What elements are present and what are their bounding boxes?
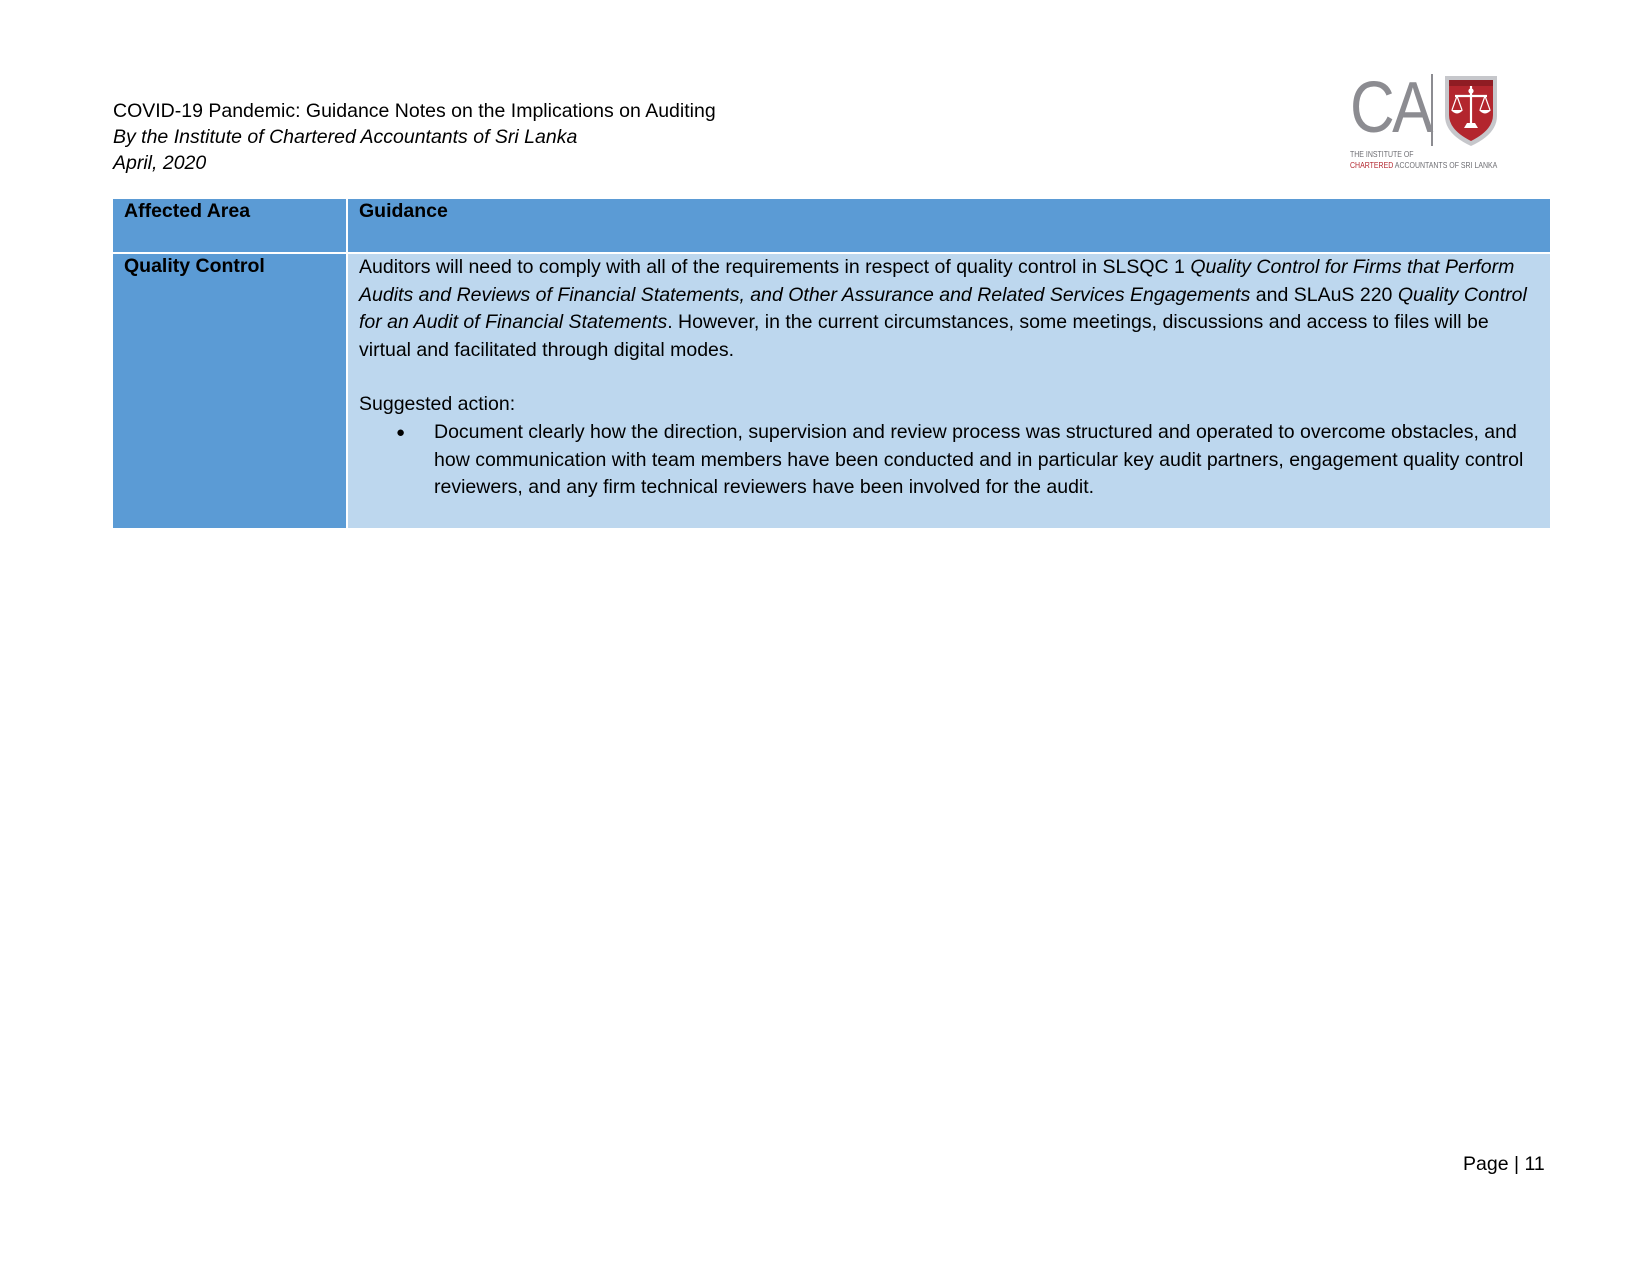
logo-tagline-line1: THE INSTITUTE OF — [1350, 149, 1414, 159]
row-guidance — [347, 253, 1550, 528]
row-affected-area: Quality Control — [113, 253, 347, 528]
bullet-icon: ● — [396, 423, 406, 441]
table-row — [113, 253, 1550, 528]
logo-divider — [1431, 74, 1433, 146]
page-number: Page | 11 — [1463, 1153, 1545, 1175]
list-item — [396, 419, 1540, 502]
logo-tagline-line2 — [1350, 160, 1497, 170]
guidance-paragraph — [359, 254, 1540, 364]
guidance-text-2: and SLAuS 220 — [1250, 283, 1398, 306]
suggested-action-label: Suggested action: — [359, 393, 516, 416]
list-item-text: Document clearly how the direction, supervision and review process was structured and operated to overcome obstacles, and how communication with team members have been conducted and in particular key audit partners, engagement quality control reviewers, and any firm technical reviewers have been involved for the audit. — [434, 420, 1524, 499]
guidance-text-1: Auditors will need to comply with all of the requirements in respect of quality control in SLSQC 1 — [359, 256, 1191, 278]
table-header-row — [113, 199, 1550, 253]
standard-title-slsqc1: Quality Control for Firms that Perform Audits and Reviews of Financial Statements, and Other Assurance and Related Services Engagements — [359, 256, 1515, 306]
suggested-action-list — [359, 419, 1540, 502]
header-affected-area: Affected Area — [113, 199, 347, 253]
logo-tagline-red: CHARTERED — [1350, 160, 1394, 170]
standard-title-slaus220: Quality Control for an Audit of Financial Statements — [359, 283, 1527, 334]
logo-letters: CA — [1350, 68, 1431, 148]
document-subtitle: By the Institute of Chartered Accountants of Sri Lanka — [113, 126, 578, 148]
logo-tagline-rest: ACCOUNTANTS OF SRI LANKA — [1393, 160, 1498, 170]
scales-of-justice-shield-icon — [1442, 72, 1500, 148]
document-title: COVID-19 Pandemic: Guidance Notes on the Implications on Auditing — [113, 100, 716, 122]
header-guidance: Guidance — [347, 199, 1550, 253]
document-date: April, 2020 — [113, 152, 207, 174]
guidance-table — [113, 199, 1550, 528]
document-header — [113, 98, 716, 176]
guidance-text-3: . However, in the current circumstances, some meetings, discussions and access to files will be virtual and facilitated through digital modes. — [359, 311, 1489, 361]
ca-sri-lanka-logo — [1350, 70, 1520, 174]
